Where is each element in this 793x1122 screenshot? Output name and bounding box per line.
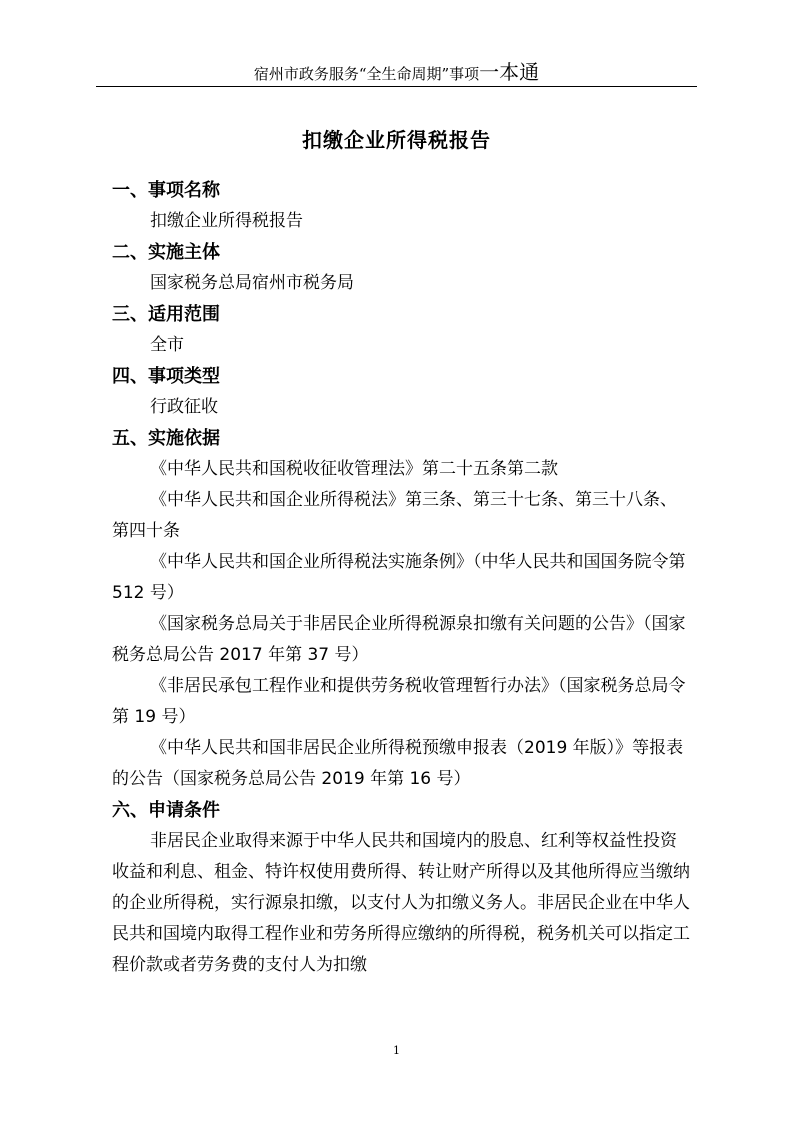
section-text-subject: 国家税务总局宿州市税务局	[150, 273, 354, 293]
basis-item: 《国家税务总局关于非居民企业所得税源泉扣缴有关问题的公告》（国家税务总局公告 2017 年第 37 号）	[112, 614, 686, 665]
section-heading-type: 四、事项类型	[112, 366, 220, 387]
basis-item: 《非居民承包工程作业和提供劳务税收管理暂行办法》（国家税务总局令第 19 号）	[112, 676, 686, 727]
header-text: 宿州市政务服务“全生命周期”事项	[253, 65, 480, 83]
document-body	[112, 175, 692, 981]
section-heading-subject: 二、实施主体	[112, 242, 220, 263]
section-heading-basis: 五、实施依据	[112, 428, 220, 449]
section-text-type: 行政征收	[150, 397, 218, 417]
basis-item: 《中华人民共和国税收征收管理法》第二十五条第二款	[150, 459, 558, 479]
section-text-name: 扣缴企业所得税报告	[150, 211, 303, 231]
section-heading-scope: 三、适用范围	[112, 304, 220, 325]
page-number: 1	[393, 1044, 400, 1057]
conditions-paragraph: 非居民企业取得来源于中华人民共和国境内的股息、红利等权益性投资收益和利息、租金、特许权使用费所得、转让财产所得以及其他所得应当缴纳的企业所得税，实行源泉扣缴，以支付人为扣缴义务人。非居民企业在中华人民共和国境内取得工程作业和劳务所得应缴纳的所得税，税务机关可以指定工程价款或者劳务费的支付人为扣缴	[112, 831, 690, 975]
basis-item: 《中华人民共和国非居民企业所得税预缴申报表（2019 年版）》等报表的公告（国家税务总局公告 2019 年第 16 号）	[112, 738, 684, 789]
basis-item: 《中华人民共和国企业所得税法》第三条、第三十七条、第三十八条、第四十条	[112, 490, 677, 541]
running-header	[0, 62, 793, 84]
basis-item: 《中华人民共和国企业所得税法实施条例》（中华人民共和国国务院令第 512 号）	[112, 552, 686, 603]
section-text-scope: 全市	[150, 335, 184, 355]
header-rule	[96, 86, 697, 87]
section-heading-conditions: 六、申请条件	[112, 800, 220, 821]
section-heading-name: 一、事项名称	[112, 180, 220, 201]
header-emph: 一本通	[479, 60, 540, 84]
document-title: 扣缴企业所得税报告	[302, 128, 491, 152]
